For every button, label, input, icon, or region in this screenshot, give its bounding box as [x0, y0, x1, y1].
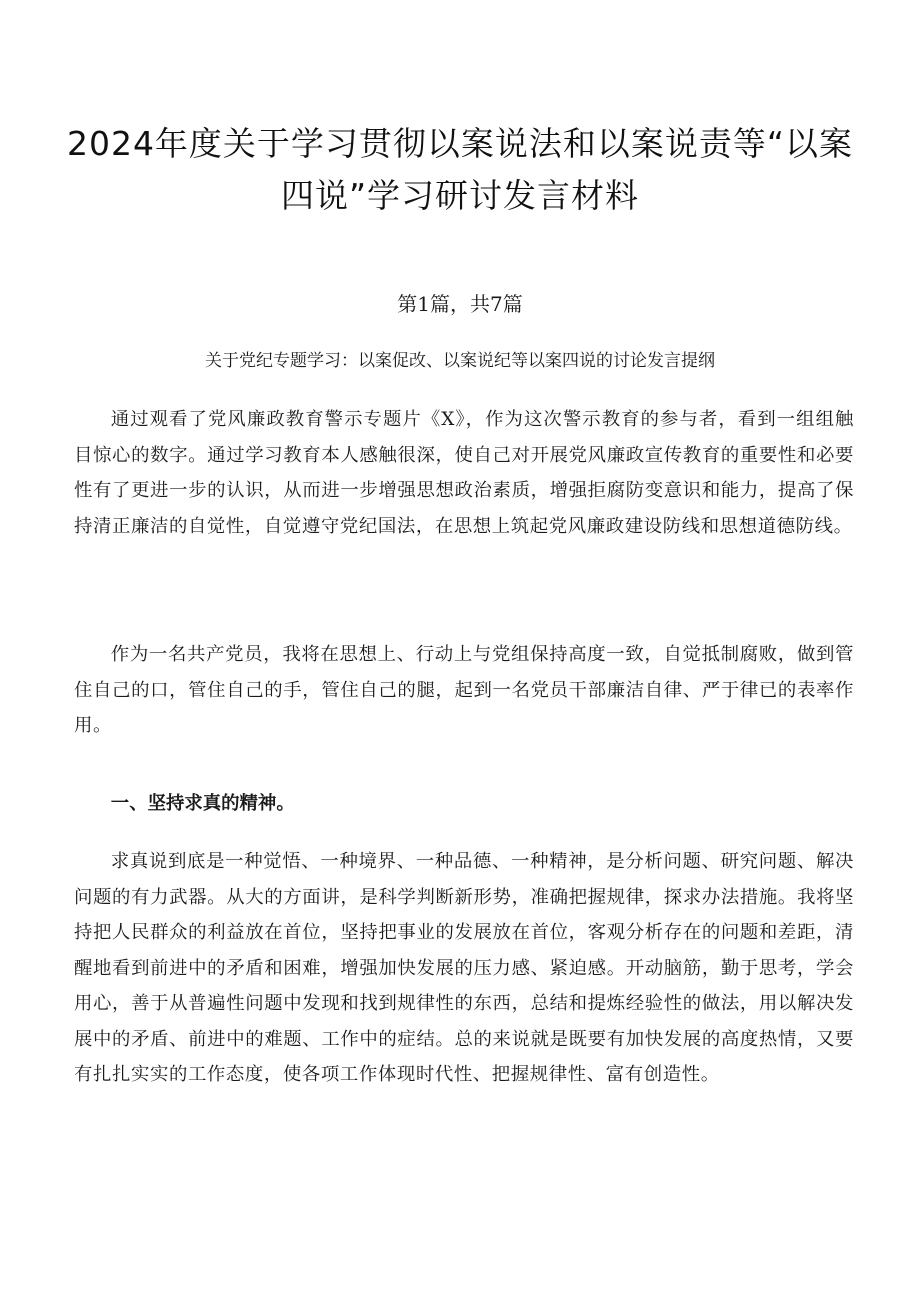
topic-line: 关于党纪专题学习：以案促改、以案说纪等以案四说的讨论发言提纲 [205, 351, 715, 371]
section-heading: 一、坚持求真的精神。 [110, 793, 295, 814]
document-title: 2024年度关于学习贯彻以案说法和以案说责等“以案四说”学习研讨发言材料 [66, 124, 854, 215]
body-paragraph: 作为一名共产党员，我将在思想上、行动上与党组保持高度一致，自觉抵制腐败，做到管住自己的口，管住自己的手，管住自己的腿，起到一名党员干部廉洁自律、严于律已的表率作用。 [74, 644, 854, 736]
part-indicator: 第1篇，共7篇 [397, 292, 523, 316]
body-paragraph: 通过观看了党风廉政教育警示专题片《X》，作为这次警示教育的参与者，看到一组组触目惊心的数字。通过学习教育本人感触很深，使自己对开展党风廉政宣传教育的重要性和必要性有了更进一步的认识，从而进一步增强思想政治素质，增强拒腐防变意识和能力，提高了保持清正廉洁的自觉性，自觉遵守党纪国法，在思想上筑起党风廉政建设防线和思想道德防线。 [74, 409, 854, 537]
section-paragraph: 求真说到底是一种觉悟、一种境界、一种品德、一种精神，是分析问题、研究问题、解决问题的有力武器。从大的方面讲，是科学判断新形势，准确把握规律，探求办法措施。我将坚持把人民群众的利益放在首位，坚持把事业的发展放在首位，客观分析存在的问题和差距，清醒地看到前进中的矛盾和困难，增强加快发展的压力感、紧迫感。开动脑筋，勤于思考，学会用心，善于从普遍性问题中发现和找到规律性的东西，总结和提炼经验性的做法，用以解决发展中的矛盾、前进中的难题、工作中的症结。总的来说就是既要有加快发展的高度热情，又要有扎扎实实的工作态度，使各项工作体现时代性、把握规律性、富有创造性。 [74, 851, 854, 1085]
